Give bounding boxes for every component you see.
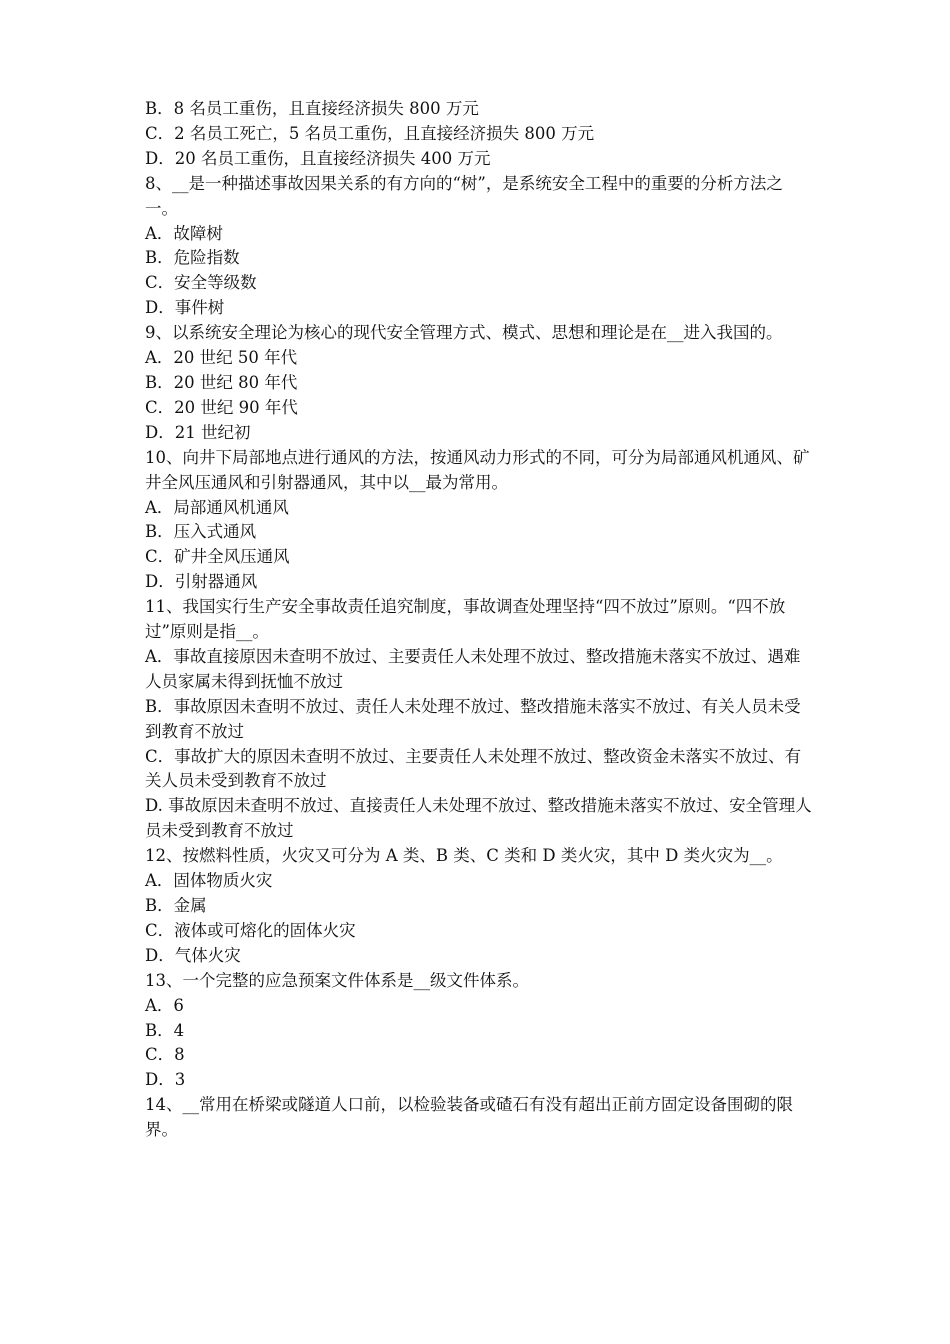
option-text: C．安全等级数 xyxy=(145,273,257,293)
question-stem: 12、按燃料性质，火灾又可分为 A 类、B 类、C 类和 D 类火灾，其中 D 类火灾为__。 xyxy=(145,846,783,866)
option-text: C．2 名员工死亡，5 名员工重伤，且直接经济损失 800 万元 xyxy=(145,123,595,143)
question-stem: 11、我国实行生产安全事故责任追究制度，事故调查处理坚持“四不放过”原则。“四不放过”原则是指__。 xyxy=(145,597,786,642)
option-text: B．事故原因未查明不放过、责任人未处理不放过、整改措施未落实不放过、有关人员未受到教育不放过 xyxy=(145,696,801,741)
option-text: A．故障树 xyxy=(145,223,223,243)
option-text: D．20 名员工重伤，且直接经济损失 400 万元 xyxy=(145,148,491,168)
option-text: A．固体物质火灾 xyxy=(145,871,273,891)
option-text: D. 事故原因未查明不放过、直接责任人未处理不放过、整改措施未落实不放过、安全管理人员未受到教育不放过 xyxy=(145,796,812,841)
question-stem: 8、__是一种描述事故因果关系的有方向的“树”，是系统安全工程中的重要的分析方法之一。 xyxy=(145,173,783,218)
option-text: B．8 名员工重伤，且直接经济损失 800 万元 xyxy=(145,99,479,118)
option-text: B．金属 xyxy=(145,896,207,915)
option-text: D．21 世纪初 xyxy=(145,422,251,442)
option-text: D．事件树 xyxy=(145,298,225,318)
option-text: C．8 xyxy=(145,1045,185,1065)
option-text: A．局部通风机通风 xyxy=(145,497,289,517)
option-text: C．20 世纪 90 年代 xyxy=(145,397,298,417)
question-stem: 14、__常用在桥梁或隧道人口前，以检验装备或碴石有没有超出正前方固定设备围砌的限界。 xyxy=(145,1095,793,1140)
option-text: A．6 xyxy=(145,995,184,1015)
option-text: B．危险指数 xyxy=(145,248,240,268)
option-text: D．引射器通风 xyxy=(145,572,258,592)
option-text: A．事故直接原因未查明不放过、主要责任人未处理不放过、整改措施未落实不放过、遇难人员家属未得到抚恤不放过 xyxy=(145,646,801,691)
document-page xyxy=(145,97,813,1143)
option-text: C．矿井全风压通风 xyxy=(145,547,290,567)
option-text: D．气体火灾 xyxy=(145,945,241,965)
option-text: C．液体或可熔化的固体火灾 xyxy=(145,920,356,940)
option-text: A．20 世纪 50 年代 xyxy=(145,348,298,368)
question-stem: 9、以系统安全理论为核心的现代安全管理方式、模式、思想和理论是在__进入我国的。 xyxy=(145,323,783,343)
option-text: B．压入式通风 xyxy=(145,522,257,542)
question-stem: 13、一个完整的应急预案文件体系是__级文件体系。 xyxy=(145,970,529,990)
option-text: D．3 xyxy=(145,1070,186,1090)
option-text: B．20 世纪 80 年代 xyxy=(145,372,298,392)
option-text: B．4 xyxy=(145,1020,185,1040)
option-text: C．事故扩大的原因未查明不放过、主要责任人未处理不放过、整改资金未落实不放过、有关人员未受到教育不放过 xyxy=(145,746,802,791)
question-stem: 10、向井下局部地点进行通风的方法，按通风动力形式的不同，可分为局部通风机通风、矿井全风压通风和引射器通风，其中以__最为常用。 xyxy=(145,447,810,492)
